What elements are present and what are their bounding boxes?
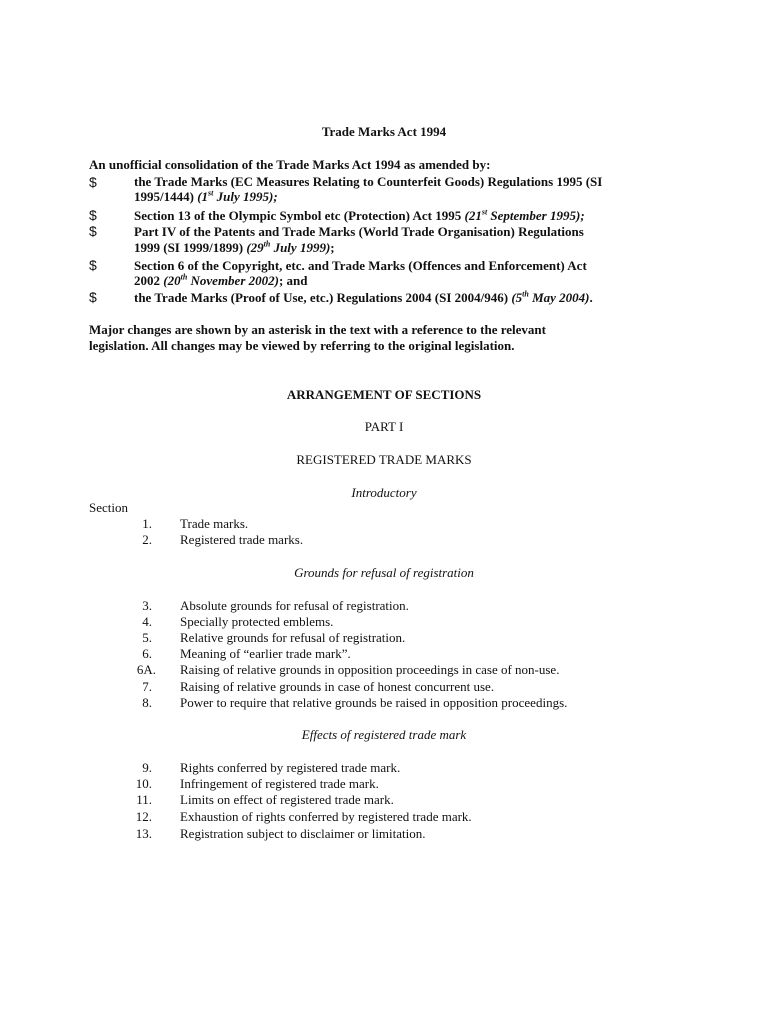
- part-title: REGISTERED TRADE MARKS: [296, 452, 472, 467]
- note-line-2: legislation. All changes may be viewed by referring to the original legislation.: [89, 338, 515, 353]
- toc-entry: Absolute grounds for refusal of registration.: [180, 598, 409, 613]
- toc-number: 2.: [142, 532, 152, 547]
- toc-entry: Registered trade marks.: [180, 532, 304, 547]
- document-title: Trade Marks Act 1994: [321, 124, 447, 139]
- toc-entry: Trade marks.: [180, 516, 249, 531]
- toc-number: 1.: [142, 516, 152, 531]
- amendment-1-line2: 1995/1444) (1st July 1995);: [134, 188, 278, 204]
- toc-number: 5.: [142, 630, 152, 645]
- note-line-1: Major changes are shown by an asterisk in the text with a reference to the relevant: [89, 322, 546, 337]
- toc-entry: Power to require that relative grounds be raised in opposition proceedings.: [180, 695, 568, 710]
- intro-text: An unofficial consolidation of the Trade Marks Act 1994 as amended by:: [89, 157, 491, 172]
- toc-entry: Meaning of “earlier trade mark”.: [180, 646, 351, 661]
- group-heading-refusal: Grounds for refusal of registration: [294, 565, 474, 580]
- toc-number: 13.: [135, 826, 152, 841]
- bullet-dollar-5: $: [89, 289, 97, 305]
- arrangement-heading: ARRANGEMENT OF SECTIONS: [286, 387, 482, 402]
- part-heading: PART I: [364, 419, 404, 434]
- toc-entry: Registration subject to disclaimer or limitation.: [180, 826, 426, 841]
- amendment-3-line2: 1999 (SI 1999/1899) (29th July 1999);: [134, 239, 335, 255]
- toc-number: 3.: [142, 598, 152, 613]
- group-heading-effects: Effects of registered trade mark: [301, 727, 467, 742]
- toc-number: 10.: [135, 776, 152, 791]
- toc-number: 9.: [142, 760, 152, 775]
- amendment-4-line2: 2002 (20th November 2002); and: [134, 272, 308, 288]
- toc-number: 6.: [142, 646, 152, 661]
- amendment-4-line1: Section 6 of the Copyright, etc. and Trade Marks (Offences and Enforcement) Act: [134, 258, 587, 273]
- bullet-dollar-2: $: [89, 207, 97, 223]
- amendment-1-line1: the Trade Marks (EC Measures Relating to Counterfeit Goods) Regulations 1995 (SI: [134, 174, 603, 189]
- amendment-3-line1: Part IV of the Patents and Trade Marks (World Trade Organisation) Regulations: [134, 224, 584, 239]
- group-heading-introductory: Introductory: [351, 485, 417, 500]
- toc-entry: Specially protected emblems.: [180, 614, 334, 629]
- toc-entry: Raising of relative grounds in case of honest concurrent use.: [180, 679, 495, 694]
- amendment-2: Section 13 of the Olympic Symbol etc (Protection) Act 1995 (21st September 1995);: [134, 207, 585, 223]
- toc-entry: Limits on effect of registered trade mark.: [180, 792, 394, 807]
- toc-number: 6A.: [136, 662, 156, 677]
- toc-number: 7.: [142, 679, 152, 694]
- bullet-dollar-4: $: [89, 257, 97, 273]
- toc-number: 8.: [142, 695, 152, 710]
- bullet-dollar-3: $: [89, 223, 97, 239]
- toc-entry: Rights conferred by registered trade mark.: [180, 760, 401, 775]
- toc-entry: Infringement of registered trade mark.: [180, 776, 379, 791]
- bullet-dollar-1: $: [89, 174, 97, 190]
- toc-number: 11.: [136, 792, 152, 807]
- amendment-5: the Trade Marks (Proof of Use, etc.) Regulations 2004 (SI 2004/946) (5th May 2004).: [134, 289, 593, 305]
- toc-number: 12.: [135, 809, 152, 824]
- toc-entry: Exhaustion of rights conferred by registered trade mark.: [180, 809, 472, 824]
- toc-entry: Relative grounds for refusal of registration.: [180, 630, 406, 645]
- section-label: Section: [89, 500, 128, 515]
- toc-entry: Raising of relative grounds in opposition proceedings in case of non-use.: [180, 662, 560, 677]
- toc-number: 4.: [142, 614, 152, 629]
